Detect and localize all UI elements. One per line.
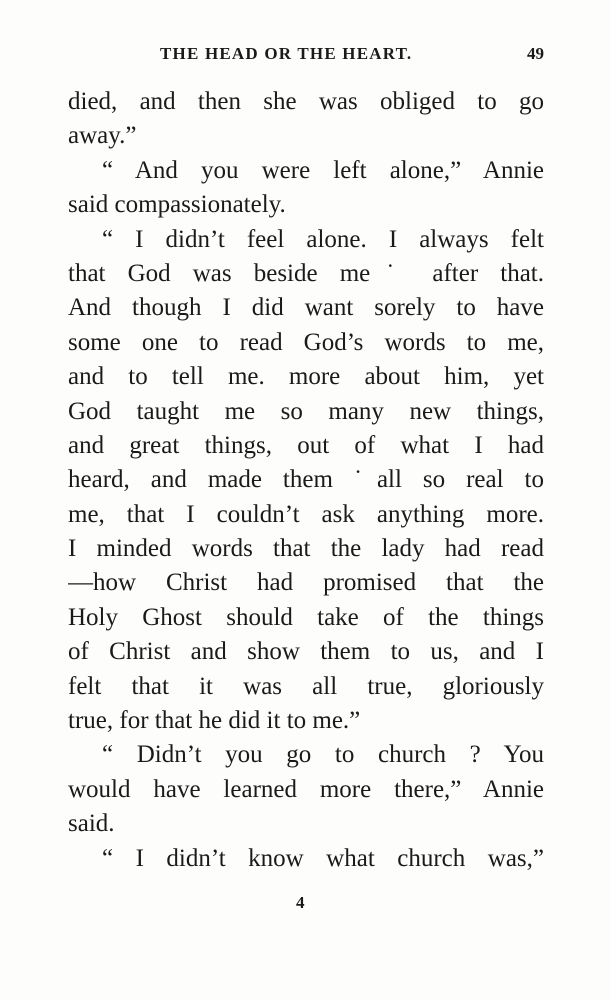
text-line: “ And you were left alone,” Annie — [102, 156, 544, 184]
text-line: said compassionately. — [68, 191, 286, 219]
text-line: God taught me so many new things, — [68, 397, 544, 425]
text-line: me, that I couldn’t ask anything more. — [68, 500, 544, 528]
signature-mark: 4 — [296, 893, 305, 912]
text-line: and great things, out of what I had — [68, 431, 544, 459]
text-line: “ I didn’t feel alone. I always felt — [102, 225, 544, 253]
text-line: heard, and made them ˙all so real to — [68, 466, 544, 494]
running-head — [68, 44, 544, 70]
text-line: that God was beside me˙ after that. — [68, 259, 544, 287]
text-line: would have learned more there,” Annie — [68, 775, 544, 803]
text-line: “ I didn’t know what church was,” — [102, 844, 544, 872]
text-line: “ Didn’t you go to church ? You — [102, 741, 544, 769]
text-line: I minded words that the lady had read — [68, 535, 544, 563]
text-line: said. — [68, 810, 115, 838]
body-text — [68, 85, 544, 876]
text-line: away.” — [68, 122, 137, 150]
running-head-title: THE HEAD OR THE HEART. — [160, 44, 413, 63]
text-line: true, for that he did it to me.” — [68, 707, 361, 735]
text-line: and to tell me. more about him, yet — [68, 363, 544, 391]
text-line: of Christ and show them to us, and I — [68, 638, 544, 666]
text-line: —how Christ had promised that the — [68, 569, 544, 597]
text-line: And though I did want sorely to have — [68, 294, 544, 322]
text-line: some one to read God’s words to me, — [68, 328, 544, 356]
page-number: 49 — [527, 44, 544, 63]
text-line: died, and then she was obliged to go — [68, 88, 544, 115]
text-line: felt that it was all true, gloriously — [68, 672, 544, 700]
text-line: Holy Ghost should take of the things — [68, 603, 544, 631]
